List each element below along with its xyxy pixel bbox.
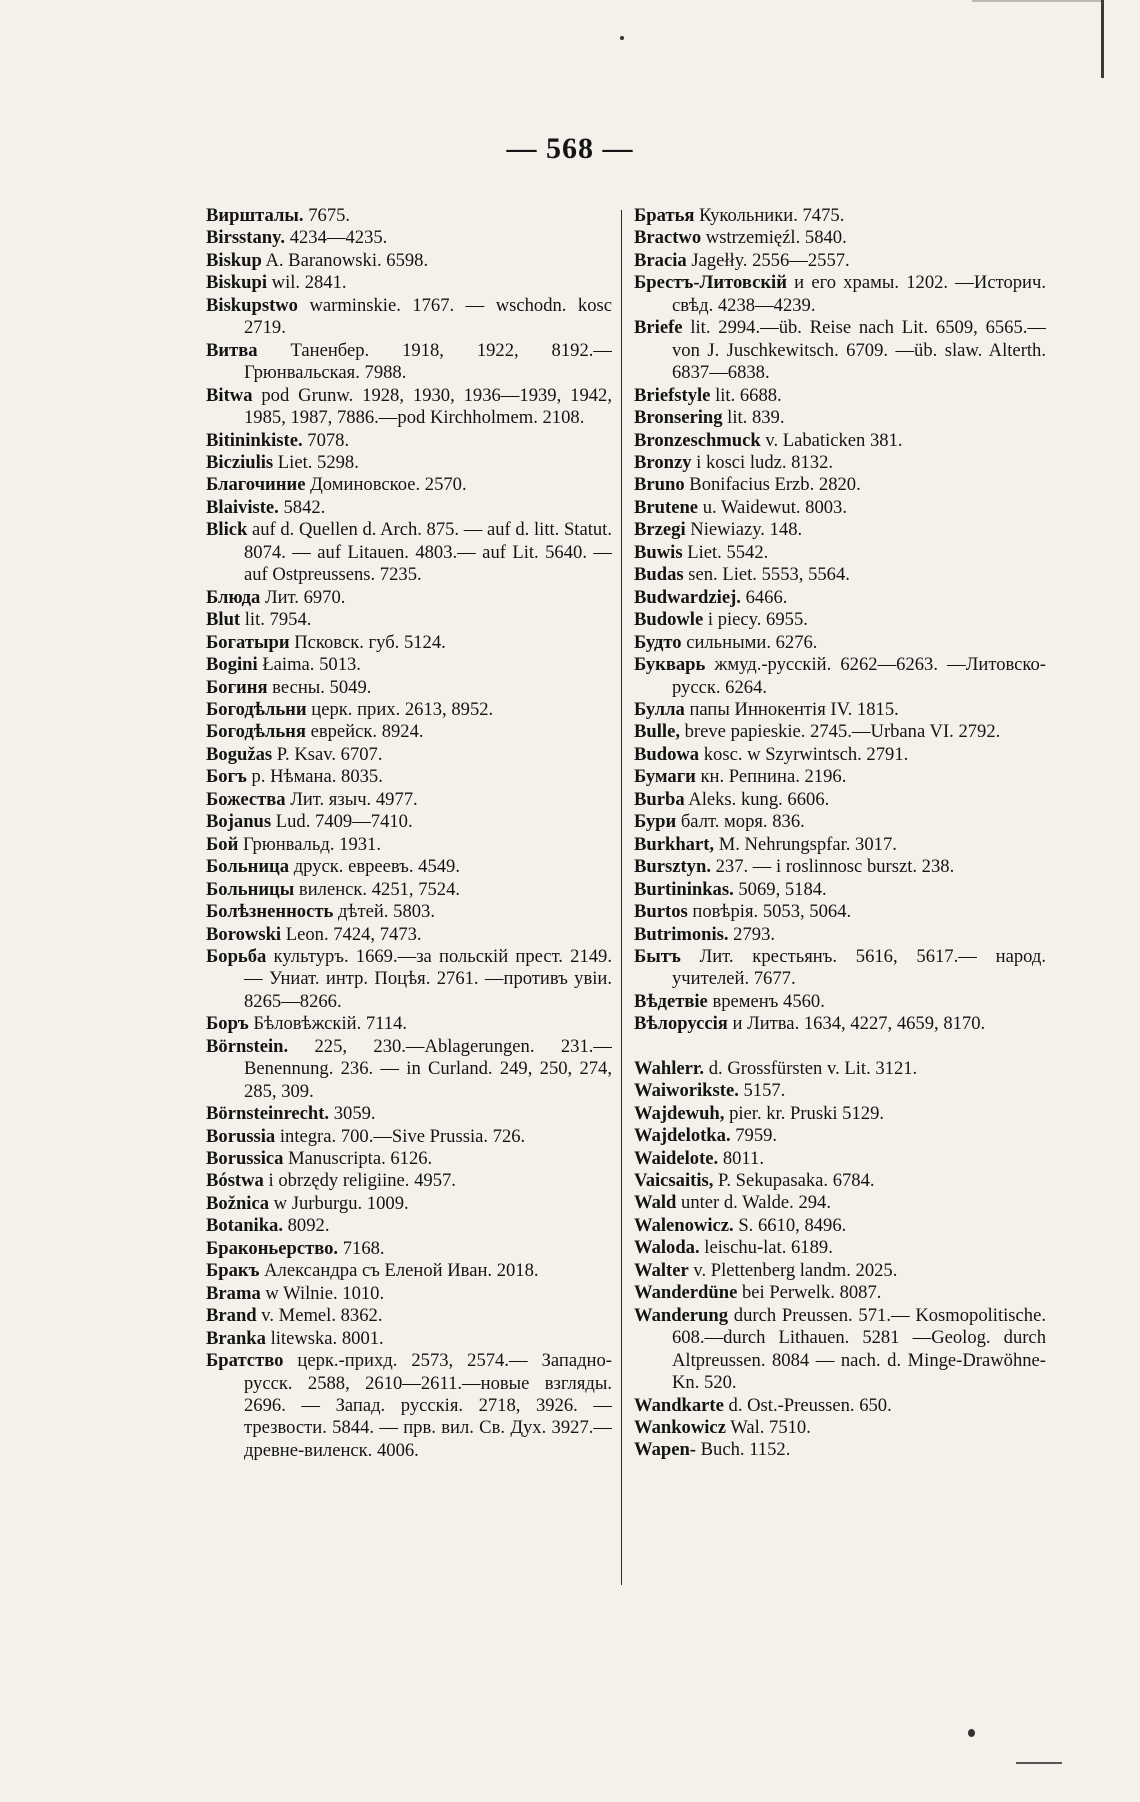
entry-headword: Walter <box>634 1259 689 1281</box>
index-entry <box>206 497 612 519</box>
index-entry <box>634 1170 1046 1192</box>
index-entry <box>634 385 1046 407</box>
entry-references: 4234—4235. <box>285 227 388 249</box>
index-entry <box>634 699 1046 721</box>
index-entry <box>634 430 1046 452</box>
entry-headword: Borussica <box>206 1148 284 1170</box>
entry-headword: Božnica <box>206 1192 270 1214</box>
entry-references: d. Ost.-Preussen. 650. <box>723 1394 892 1416</box>
entry-references: pod Grunw. 1928, 1930, 1936—1939, 1942, 1985, 1987, 7886.—pod Kirchholmem. 2108. <box>244 384 612 429</box>
index-entry <box>206 856 612 878</box>
entry-headword: Богодѣльня <box>206 721 306 743</box>
entry-headword: Brama <box>206 1282 261 1304</box>
index-entry <box>634 1125 1046 1147</box>
index-entry <box>634 766 1046 788</box>
entry-references: 8092. <box>282 1215 330 1237</box>
entry-references: lit. 7954. <box>240 609 312 631</box>
entry-references: 7168. <box>338 1237 385 1259</box>
index-entry <box>206 1103 612 1125</box>
entry-references: lit. 2994.—üb. Reise nach Lit. 6509, 6565.—von J. Juschkewitsch. 6709. —üb. slaw. Alterth. 6837—6838. <box>672 317 1046 384</box>
entry-headword: Букварь <box>634 654 706 676</box>
index-entry <box>634 519 1046 541</box>
index-entry <box>634 317 1046 384</box>
entry-headword: Wahlerr. <box>634 1057 705 1079</box>
entry-headword: Bojanus <box>206 811 272 833</box>
entry-headword: Biskupstwo <box>206 294 298 316</box>
index-entry <box>634 789 1046 811</box>
index-entry <box>634 1192 1046 1214</box>
entry-references: и Литва. 1634, 4227, 4659, 8170. <box>727 1013 986 1035</box>
index-entry <box>634 564 1046 586</box>
index-entry <box>634 1237 1046 1259</box>
entry-references: 8011. <box>718 1147 764 1169</box>
index-entry <box>206 205 612 227</box>
entry-references: v. Labaticken 381. <box>760 429 903 451</box>
entry-references: Lud. 7409—7410. <box>271 811 413 833</box>
index-entry <box>634 856 1046 878</box>
entry-references: 7959. <box>730 1125 778 1147</box>
entry-references: Jagełły. 2556—2557. <box>686 249 850 271</box>
index-entry <box>206 1193 612 1215</box>
entry-references: 225, 230.—Ablagerungen. 231.—Benennung. 236. — in Curland. 249, 250, 274, 285, 309. <box>244 1035 612 1102</box>
entry-headword: Waiworikste. <box>634 1080 739 1102</box>
index-entry <box>206 1238 612 1260</box>
entry-references: Бѣловѣжскій. 7114. <box>248 1013 408 1035</box>
index-entry <box>634 452 1046 474</box>
entry-headword: Bogini <box>206 654 258 676</box>
entry-headword: Blick <box>206 519 248 541</box>
entry-references: litewska. 8001. <box>265 1327 384 1349</box>
entry-references: P. Ksav. 6707. <box>272 743 383 765</box>
entry-references: 6466. <box>740 586 788 608</box>
index-entry <box>634 1080 1046 1102</box>
entry-headword: Bulle, <box>634 721 680 743</box>
entry-references: lit. 6688. <box>710 384 782 406</box>
entry-headword: Budwardziej. <box>634 586 741 608</box>
entry-headword: Biskupi <box>206 272 267 294</box>
entry-headword: Borussia <box>206 1125 276 1147</box>
ink-speck <box>620 36 624 40</box>
entry-headword: Borowski <box>206 923 282 945</box>
index-entry <box>634 946 1046 991</box>
entry-references: Кукольники. 7475. <box>694 205 845 226</box>
index-entry <box>634 497 1046 519</box>
index-column-left <box>206 205 612 1462</box>
entry-references: 3059. <box>329 1103 376 1125</box>
entry-headword: Budowa <box>634 743 700 765</box>
entry-references: sen. Liet. 5553, 5564. <box>683 564 850 586</box>
index-entry <box>206 789 612 811</box>
entry-references: церк.-прихд. 2573, 2574.— Западно-русск. 2588, 2610—2611.—новые взгляды. 2696. — Запад. русскія. 2718, 3926. — трезвости. 5844. — прв. вил. Св. Дух. 3927.—древне-виленск. 4006. <box>244 1350 612 1461</box>
index-entry <box>206 924 612 946</box>
entry-headword: Waidelote. <box>634 1147 719 1169</box>
index-entry <box>206 340 612 385</box>
entry-references: жмуд.-русскій. 6262—6263. —Литовско-русск. 6264. <box>672 654 1046 698</box>
entry-references: церк. прих. 2613, 8952. <box>306 698 494 720</box>
entry-references: Manuscripta. 6126. <box>283 1148 433 1170</box>
index-entry <box>206 430 612 452</box>
index-entry <box>634 1103 1046 1125</box>
index-entry <box>634 901 1046 923</box>
entry-headword: Burtininkas. <box>634 878 734 900</box>
entry-headword: Булла <box>634 698 685 720</box>
entry-references: wstrzemięźl. 5840. <box>701 227 847 249</box>
entry-references: i piecy. 6955. <box>703 609 808 631</box>
entry-references: Таненбер. 1918, 1922, 8192.— Грюнвальская. 7988. <box>244 339 612 384</box>
entry-headword: Burba <box>634 788 685 810</box>
entry-references: Liet. 5542. <box>682 541 769 563</box>
entry-headword: Богодѣльни <box>206 698 307 720</box>
entry-references: Лит. 6970. <box>260 586 346 608</box>
entry-references: d. Grossfürsten v. Lit. 3121. <box>704 1057 918 1079</box>
entry-references: unter d. Walde. 294. <box>676 1192 831 1214</box>
entry-headword: Wandkarte <box>634 1394 724 1416</box>
entry-headword: Боръ <box>206 1013 249 1035</box>
entry-references: виленск. 4251, 7524. <box>294 878 461 900</box>
entry-references: Aleks. kung. 6606. <box>684 788 830 810</box>
index-entry <box>206 1148 612 1170</box>
page-number: — 568 — <box>506 132 634 165</box>
index-entry <box>206 587 612 609</box>
entry-headword: Братство <box>206 1350 284 1372</box>
entry-headword: Budowle <box>634 609 704 631</box>
index-entry <box>634 1439 1046 1461</box>
entry-headword: Bronsering <box>634 407 723 429</box>
index-entry <box>634 834 1046 856</box>
entry-headword: Виршталы. <box>206 205 304 226</box>
entry-headword: Börnstein. <box>206 1035 289 1057</box>
ink-speck <box>968 1729 975 1737</box>
entry-references: 237. — i roslinnosc burszt. 238. <box>710 856 955 878</box>
index-entry <box>206 250 612 272</box>
index-entry <box>634 991 1046 1013</box>
column-divider <box>621 210 622 1585</box>
entry-headword: Butrimonis. <box>634 923 729 945</box>
entry-references: Liet. 5298. <box>273 451 359 473</box>
entry-headword: Bogužas <box>206 743 273 765</box>
entry-references: 5069, 5184. <box>733 878 827 900</box>
entry-references: Bonifacius Erzb. 2820. <box>684 474 861 496</box>
entry-references: Грюнвальд. 1931. <box>238 833 381 855</box>
entry-references: Лит. языч. 4977. <box>285 788 418 810</box>
entry-references: культуръ. 1669.—за польскій прест. 2149.— Униат. интр. Поцѣя. 2761. —противъ увіи. 8265—8266. <box>244 945 612 1012</box>
entry-references: 5842. <box>278 496 326 518</box>
index-entry <box>206 1013 612 1035</box>
entry-headword: Bursztyn. <box>634 856 711 878</box>
index-entry <box>634 744 1046 766</box>
entry-references: auf d. Quellen d. Arch. 875. — auf d. litt. Statut. 8074. — auf Litauen. 4803.— auf Lit. 5640. — auf Ostpreussens. 7235. <box>244 519 612 586</box>
index-entry <box>206 811 612 833</box>
entry-references: integra. 700.—Sive Prussia. 726. <box>275 1125 526 1147</box>
entry-headword: Birsstany. <box>206 227 286 249</box>
entry-headword: Борьба <box>206 945 267 967</box>
entry-references: повѣрія. 5053, 5064. <box>687 901 852 923</box>
entry-headword: Briefstyle <box>634 384 711 406</box>
entry-headword: Blaiviste. <box>206 496 279 518</box>
entry-headword: Бытъ <box>634 945 681 967</box>
entry-headword: Bitwa <box>206 384 253 406</box>
entry-references: A. Baranowski. 6598. <box>261 249 429 271</box>
entry-references: durch Preussen. 571.— Kosmopolitische. 608.—durch Lithauen. 5281 —Geolog. durch Altpreussen. 8084 — nach. d. Minge-Drawöhne-Kn. 520. <box>672 1304 1046 1394</box>
entry-headword: Wankowicz <box>634 1417 726 1439</box>
index-entry <box>634 474 1046 496</box>
index-entry <box>634 924 1046 946</box>
entry-headword: Buwis <box>634 541 683 563</box>
index-entry <box>634 632 1046 654</box>
entry-headword: Бури <box>634 811 677 833</box>
entry-references: S. 6610, 8496. <box>733 1214 847 1236</box>
index-entry <box>206 519 612 586</box>
entry-headword: Браконьерство. <box>206 1237 339 1259</box>
entry-headword: Bronzy <box>634 451 692 473</box>
index-entry <box>634 654 1046 699</box>
index-entry <box>634 879 1046 901</box>
index-entry <box>206 1215 612 1237</box>
index-entry <box>634 1305 1046 1395</box>
entry-references: bei Perwelk. 8087. <box>737 1282 882 1304</box>
entry-headword: Братья <box>634 205 695 226</box>
entry-headword: Briefe <box>634 317 683 339</box>
entry-references: leischu-lat. 6189. <box>699 1237 833 1259</box>
index-entry <box>634 609 1046 631</box>
entry-references: i kosci ludz. 8132. <box>691 451 834 473</box>
entry-references: еврейск. 8924. <box>305 721 424 743</box>
index-entry <box>634 1260 1046 1282</box>
entry-references: wil. 2841. <box>267 272 347 294</box>
index-entry <box>634 1395 1046 1417</box>
entry-references: lit. 839. <box>722 407 785 429</box>
entry-references: временъ 4560. <box>707 990 825 1012</box>
section-gap <box>634 1036 1046 1058</box>
index-entry <box>634 587 1046 609</box>
entry-references: w Jurburgu. 1009. <box>269 1192 409 1214</box>
entry-headword: Wajdewuh, <box>634 1102 725 1124</box>
entry-headword: Вѣдетвіе <box>634 990 708 1012</box>
index-entry <box>206 1283 612 1305</box>
entry-references: 7675. <box>303 205 351 226</box>
entry-references: pier. kr. Pruski 5129. <box>724 1102 885 1124</box>
index-entry <box>634 542 1046 564</box>
entry-headword: Bruno <box>634 474 685 496</box>
entry-headword: Botanika. <box>206 1215 283 1237</box>
entry-headword: Budas <box>634 564 684 586</box>
entry-references: i obrzędy religiine. 4957. <box>263 1170 456 1192</box>
index-entry <box>206 946 612 1013</box>
entry-headword: Вѣлоруссія <box>634 1013 728 1035</box>
index-entry <box>206 272 612 294</box>
entry-references: папы Иннокентія IV. 1815. <box>684 698 899 720</box>
index-entry <box>206 766 612 788</box>
index-entry <box>206 227 612 249</box>
entry-references: w Wilnie. 1010. <box>260 1282 385 1304</box>
entry-headword: Бракъ <box>206 1260 260 1282</box>
entry-headword: Biskup <box>206 249 262 271</box>
entry-headword: Brand <box>206 1305 257 1327</box>
index-entry <box>206 1328 612 1350</box>
entry-references: u. Waidewut. 8003. <box>698 496 848 518</box>
entry-headword: Burtos <box>634 901 688 923</box>
entry-headword: Bracia <box>634 249 687 271</box>
entry-references: P. Sekupasaka. 6784. <box>713 1170 875 1192</box>
entry-references: v. Plettenberg landm. 2025. <box>688 1259 898 1281</box>
entry-headword: Bitininkiste. <box>206 429 303 451</box>
index-entry <box>634 272 1046 317</box>
entry-headword: Благочиние <box>206 474 306 496</box>
index-entry <box>634 811 1046 833</box>
index-entry <box>634 1058 1046 1080</box>
index-entry <box>206 295 612 340</box>
entry-references: кн. Репнина. 2196. <box>695 766 847 788</box>
entry-references: р. Нѣмана. 8035. <box>246 766 383 788</box>
entry-headword: Бой <box>206 833 239 855</box>
index-entry <box>206 721 612 743</box>
index-entry <box>634 1148 1046 1170</box>
entry-references: breve papieskie. 2745.—Urbana VI. 2792. <box>679 721 1001 743</box>
index-entry <box>206 452 612 474</box>
entry-headword: Wajdelotka. <box>634 1125 731 1147</box>
top-edge-mark <box>1101 0 1104 78</box>
index-entry <box>206 901 612 923</box>
entry-headword: Bronzeschmuck <box>634 429 761 451</box>
entry-headword: Wanderung <box>634 1304 729 1326</box>
entry-headword: Burkhart, <box>634 833 715 855</box>
index-entry <box>206 385 612 430</box>
entry-references: 5157. <box>738 1080 786 1102</box>
entry-references: Александра съ Еленой Иван. 2018. <box>259 1260 539 1282</box>
entry-references: kosc. w Szyrwintsch. 2791. <box>699 743 909 765</box>
index-entry <box>206 1170 612 1192</box>
index-entry <box>206 677 612 699</box>
entry-headword: Brutene <box>634 496 699 518</box>
index-entry <box>634 227 1046 249</box>
entry-headword: Blut <box>206 609 241 631</box>
index-column-right <box>634 205 1046 1462</box>
index-entry <box>206 879 612 901</box>
entry-headword: Bóstwa <box>206 1170 264 1192</box>
index-entry <box>206 654 612 676</box>
entry-references: балт. моря. 836. <box>676 811 805 833</box>
entry-references: Доминовское. 2570. <box>305 474 467 496</box>
entry-references: и его храмы. 1202. —Историч. свѣд. 4238—4239. <box>672 272 1046 316</box>
index-entry <box>634 205 1046 227</box>
entry-references: v. Memel. 8362. <box>256 1305 383 1327</box>
entry-headword: Walenowicz. <box>634 1214 734 1236</box>
entry-headword: Богъ <box>206 766 247 788</box>
index-entry <box>206 1036 612 1103</box>
entry-headword: Bicziulis <box>206 451 274 473</box>
top-edge-rule <box>972 0 1102 2</box>
entry-headword: Brzegi <box>634 519 686 541</box>
index-entry <box>206 699 612 721</box>
entry-headword: Богатыри <box>206 631 290 653</box>
entry-headword: Будто <box>634 631 682 653</box>
entry-headword: Waloda. <box>634 1237 700 1259</box>
entry-headword: Богиня <box>206 676 268 698</box>
entry-headword: Больница <box>206 856 290 878</box>
index-entry <box>634 1417 1046 1439</box>
index-entry <box>634 1282 1046 1304</box>
entry-headword: Витва <box>206 339 258 361</box>
index-entry <box>206 1126 612 1148</box>
entry-references: Leon. 7424, 7473. <box>281 923 422 945</box>
index-entry <box>634 407 1046 429</box>
entry-references: Wal. 7510. <box>725 1417 811 1439</box>
index-entry <box>206 1350 612 1462</box>
footer-mark <box>1016 1762 1062 1764</box>
entry-headword: Wald <box>634 1192 677 1214</box>
index-entry <box>206 609 612 631</box>
entry-references: друск. евреевъ. 4549. <box>289 856 460 878</box>
index-entry <box>206 1305 612 1327</box>
index-entry <box>634 250 1046 272</box>
entry-headword: Börnsteinrecht. <box>206 1103 330 1125</box>
index-entry <box>634 1013 1046 1035</box>
entry-references: весны. 5049. <box>267 676 372 698</box>
entry-references: Łaima. 5013. <box>257 654 361 676</box>
index-entry <box>206 632 612 654</box>
entry-headword: Wanderdüne <box>634 1282 738 1304</box>
entry-references: Niewiazy. 148. <box>685 519 803 541</box>
index-entry <box>634 1215 1046 1237</box>
entry-references: 7078. <box>302 429 350 451</box>
entry-references: warminskie. 1767. — wschodn. kosc 2719. <box>244 294 612 339</box>
entry-headword: Болѣзненность <box>206 901 334 923</box>
entry-headword: Wapen- <box>634 1439 696 1461</box>
entry-references: Лит. крестьянъ. 5616, 5617.— народ. учителей. 7677. <box>672 945 1046 990</box>
entry-headword: Бумаги <box>634 766 696 788</box>
entry-references: 2793. <box>728 923 776 945</box>
entry-references: сильными. 6276. <box>681 631 818 653</box>
entry-headword: Блюда <box>206 586 261 608</box>
index-entry <box>634 721 1046 743</box>
entry-headword: Branka <box>206 1327 266 1349</box>
entry-headword: Больницы <box>206 878 295 900</box>
entry-headword: Vaicsaitis, <box>634 1170 714 1192</box>
index-entry <box>206 474 612 496</box>
entry-references: дѣтей. 5803. <box>333 901 435 923</box>
entry-headword: Bractwo <box>634 227 702 249</box>
entry-references: M. Nehrungspfar. 3017. <box>714 833 897 855</box>
entry-headword: Божества <box>206 788 286 810</box>
index-entry <box>206 834 612 856</box>
entry-references: Buch. 1152. <box>696 1439 791 1461</box>
entry-references: Псковск. губ. 5124. <box>289 631 446 653</box>
entry-headword: Брестъ-Литовскій <box>634 272 787 294</box>
index-entry <box>206 1260 612 1282</box>
index-entry <box>206 744 612 766</box>
